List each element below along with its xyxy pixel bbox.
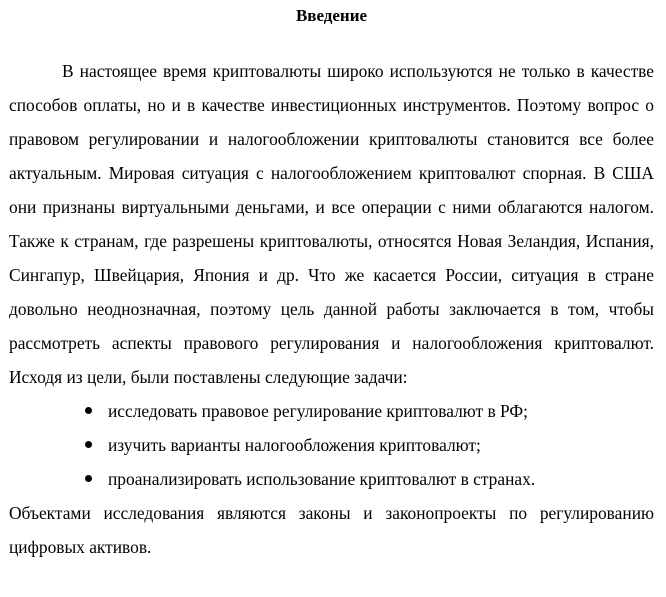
intro-paragraph: В настоящее время криптовалюты широко используются не только в качестве способов оплаты, но и в качестве инвестиционных инструментов. Поэтому вопрос о правовом регулировании и налогообложении криптовалюты становится все более актуальным. Мировая ситуация с налогообложением криптовалют спорная. В США они признаны виртуальными деньгами, и все операции с ними облагаются налогом. Также к странам, где разрешены криптовалюты, относятся Новая Зеландия, Испания, Сингапур, Швейцария, Япония и др. Что же касается России, ситуация в стране довольно неоднозначная, поэтому цель данной работы заключается в том, чтобы рассмотреть аспекты правового регулирования и налогообложения криптовалют. Исходя из цели, были поставлены следующие задачи: [9,61,654,387]
task-item [9,428,654,462]
document-title: Введение [295,6,368,25]
task-item [9,394,654,428]
tasks-list [9,394,654,496]
bullet-icon [85,475,92,482]
bullet-icon [85,441,92,448]
task-item [9,462,654,496]
task-text: исследовать правовое регулирование криптовалют в РФ; [108,401,528,421]
bullet-icon [85,407,92,414]
objects-paragraph: Объектами исследования являются законы и законопроекты по регулированию цифровых активов. [9,503,654,557]
task-text: проанализировать использование криптовалют в странах. [108,469,536,489]
task-text: изучить варианты налогообложения криптовалют; [108,435,481,455]
